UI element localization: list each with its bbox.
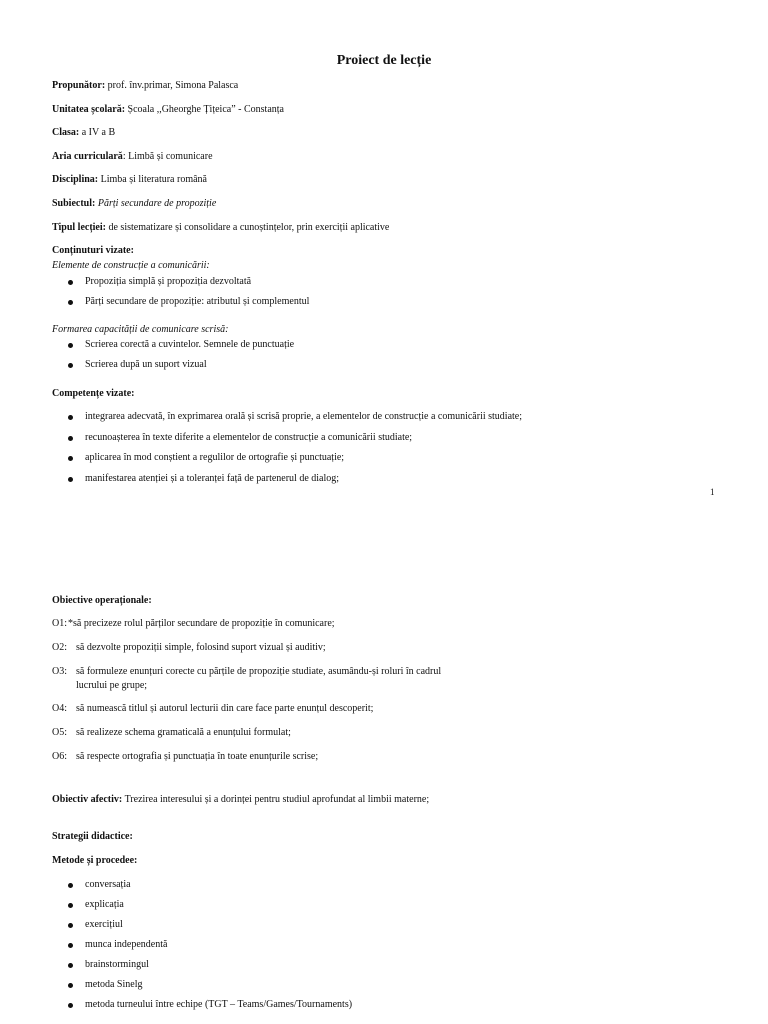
list-item: Părți secundare de propoziție: atributul și complementul (85, 296, 310, 307)
field-value: Părți secundare de propoziție (95, 198, 217, 209)
continuturi-heading: Conținuturi vizate: (52, 245, 134, 256)
objective-code: O2: (52, 642, 67, 653)
objective-text: să numească titlul și autorul lecturii din care face parte enunțul descoperit; (76, 703, 374, 714)
list-item: brainstormingul (85, 959, 149, 970)
bullet-icon (68, 477, 73, 482)
field-clasa (52, 127, 115, 139)
objective-text: să respecte ortografia și punctuația în toate enunțurile scrise; (76, 751, 319, 762)
objective-code: O1: (52, 618, 67, 629)
list-item: conversația (85, 879, 131, 890)
objective-code: O3: (52, 666, 67, 677)
list-item: Propoziția simplă și propoziția dezvoltată (85, 276, 252, 287)
field-propunator (52, 80, 238, 92)
list-item: aplicarea în mod conștient a regulilor de ortografie și punctuație; (85, 452, 345, 463)
bullet-icon (68, 923, 73, 928)
page-number: 1 (710, 487, 715, 497)
list-item: integrarea adecvată, în exprimarea orală și scrisă proprie, a elementelor de construcție a comunicării studiate; (85, 411, 523, 422)
field-tipul (52, 222, 389, 234)
field-aria (52, 151, 213, 163)
bullet-icon (68, 903, 73, 908)
metode-heading: Metode și procedee: (52, 855, 138, 866)
objective-text: să formuleze enunțuri corecte cu părțile de propoziție studiate, asumându-și roluri în cadrul (76, 666, 442, 677)
field-subiectul (52, 198, 216, 210)
field-value: a IV a B (79, 127, 116, 138)
bullet-icon (68, 280, 73, 285)
bullet-icon (68, 983, 73, 988)
strategii-heading: Strategii didactice: (52, 831, 133, 842)
objective-text-cont: lucrului pe grupe; (76, 680, 148, 691)
continuturi-group2-title: Formarea capacității de comunicare scrisă: (52, 324, 229, 335)
field-label: Tipul lecției: (52, 222, 106, 233)
bullet-icon (68, 943, 73, 948)
objective-code: O5: (52, 727, 67, 738)
list-item: munca independentă (85, 939, 168, 950)
page-title: Proiect de lecție (336, 53, 432, 68)
bullet-icon (68, 363, 73, 368)
list-item: explicația (85, 899, 124, 910)
bullet-icon (68, 343, 73, 348)
bullet-icon (68, 456, 73, 461)
objective-code: O4: (52, 703, 67, 714)
obiectiv-afectiv (52, 794, 429, 806)
field-label: Aria curriculară (52, 151, 123, 162)
field-label: Subiectul: (52, 198, 96, 209)
bullet-icon (68, 963, 73, 968)
continuturi-group1-title: Elemente de construcție a comunicării: (52, 260, 210, 271)
field-label: Clasa: (52, 127, 80, 138)
list-item: manifestarea atenției și a toleranței față de partenerul de dialog; (85, 473, 340, 484)
field-label: Propunător: (52, 80, 106, 91)
field-value: Limba și literatura română (98, 174, 207, 185)
field-disciplina (52, 174, 207, 186)
field-value: Școala ,,Gheorghe Țițeica” - Constanța (125, 104, 284, 115)
field-label: Unitatea școlară: (52, 104, 126, 115)
bullet-icon (68, 415, 73, 420)
list-item: metoda turneului între echipe (TGT – Teams/Games/Tournaments) (85, 999, 353, 1010)
objective-text: să dezvolte propoziții simple, folosind suport vizual și auditiv; (76, 642, 326, 653)
list-item: metoda Sinelg (85, 979, 143, 990)
objective-text: *să precizeze rolul părților secundare de propoziție în comunicare; (68, 618, 335, 629)
field-value: de sistematizare și consolidare a cunoștințelor, prin exerciții aplicative (105, 222, 390, 233)
field-value: Trezirea interesului și a dorinței pentru studiul aprofundat al limbii materne; (122, 794, 430, 805)
objective-text: să realizeze schema gramaticală a enunțului formulat; (76, 727, 291, 738)
bullet-icon (68, 883, 73, 888)
list-item: recunoașterea în texte diferite a elementelor de construcție a comunicării studiate; (85, 432, 413, 443)
list-item: Scrierea corectă a cuvintelor. Semnele de punctuație (85, 339, 295, 350)
competente-heading: Competențe vizate: (52, 388, 135, 399)
field-unitatea (52, 104, 284, 116)
list-item: Scrierea după un suport vizual (85, 359, 207, 370)
field-label: Obiectiv afectiv: (52, 794, 123, 805)
field-label: Disciplina: (52, 174, 99, 185)
bullet-icon (68, 436, 73, 441)
bullet-icon (68, 1003, 73, 1008)
obiective-heading: Obiective operaționale: (52, 595, 152, 606)
objective-code: O6: (52, 751, 67, 762)
field-value: : Limbă și comunicare (122, 151, 213, 162)
list-item: exercițiul (85, 919, 123, 930)
field-value: prof. înv.primar, Simona Palasca (105, 80, 239, 91)
bullet-icon (68, 300, 73, 305)
